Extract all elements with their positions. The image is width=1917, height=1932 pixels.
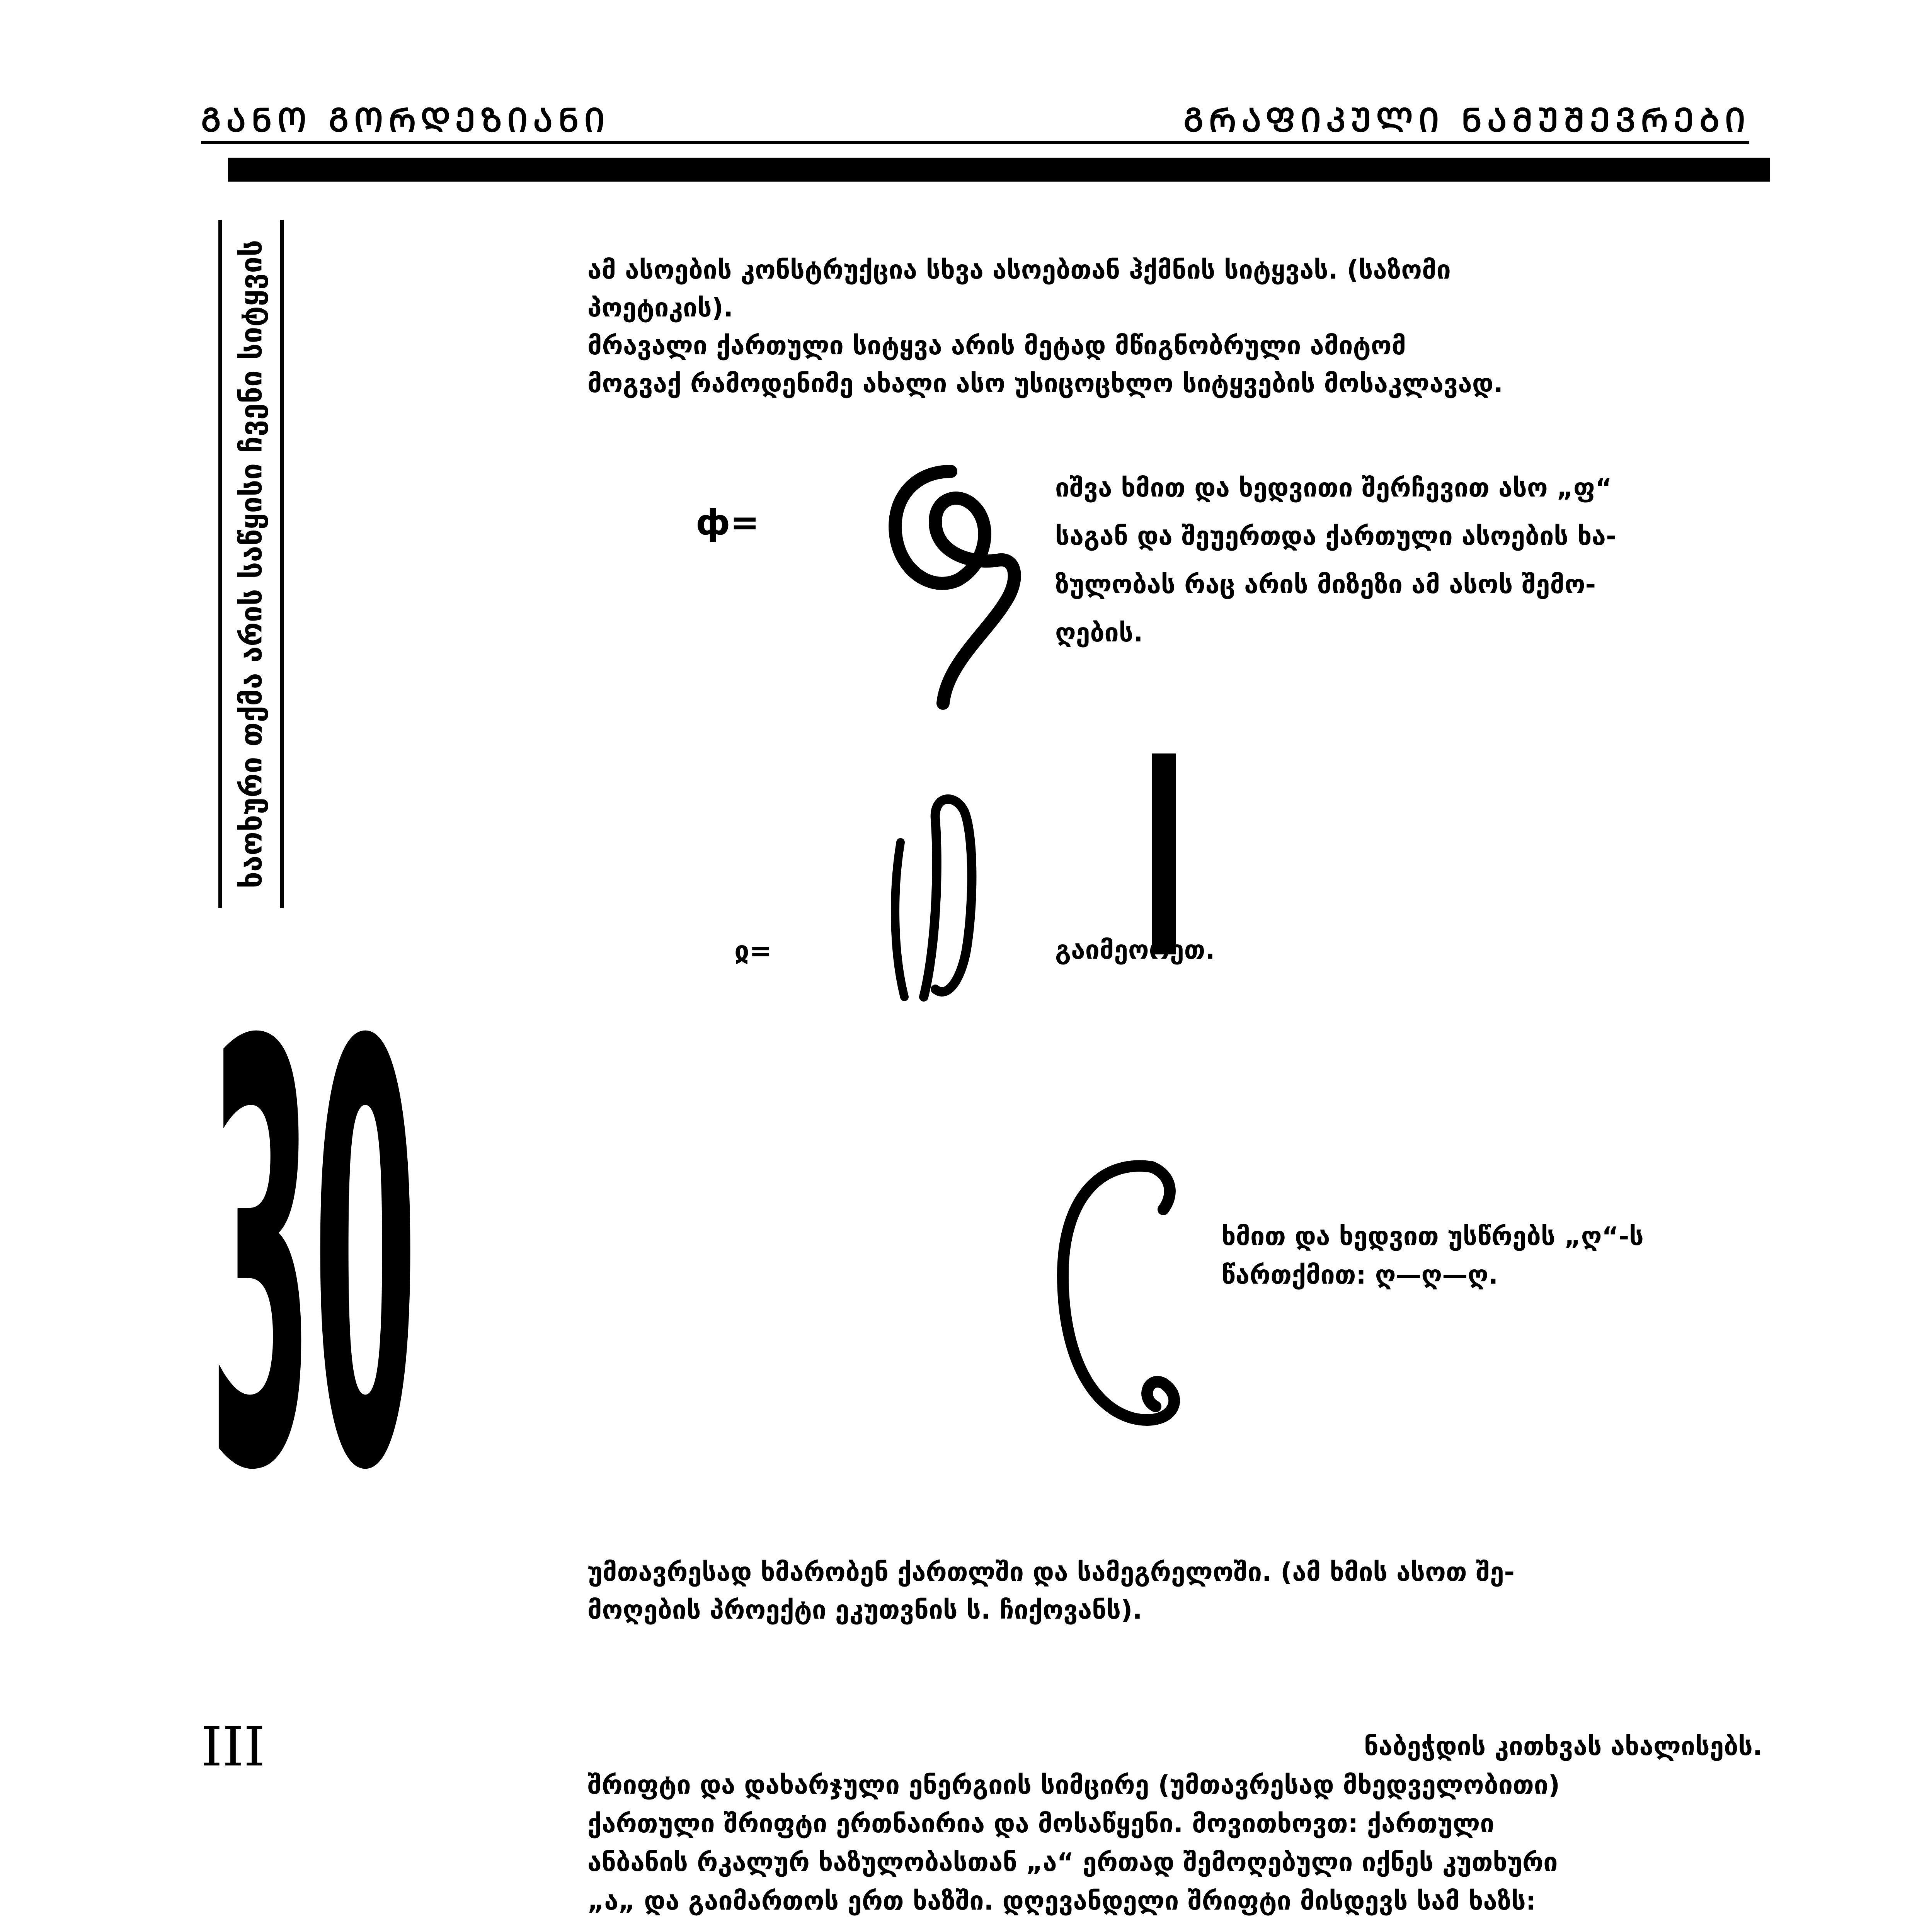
new-letter-third-glyph (1047, 1151, 1210, 1437)
intro-paragraph (587, 251, 1755, 403)
ph-desc-line: ზულობას რაც არის მიზეზი ამ ასოს შემო- (1055, 570, 1596, 599)
middle-note-line: უმთავრესად ხმარობენ ქართლში და სამეგრელოში. (ამ ხმის ასოთ შე- (587, 1557, 1515, 1587)
intro-line: პოეტიკის). (587, 293, 733, 323)
section3-paragraph (587, 1727, 1762, 1920)
running-header-left: ᲒᲐᲜᲝ ᲒᲝᲠᲓᲔᲖᲘᲐᲜᲘ (201, 101, 610, 139)
header-rule-thick (228, 158, 1770, 182)
running-header-right: ᲒᲠᲐᲤᲘᲙᲣᲚᲘ ᲜᲐᲛᲣᲨᲔᲕᲠᲔᲑᲘ (1183, 101, 1751, 139)
intro-line: ამ ასოების კონსტრუქცია სხვა ასოებთან ჰქმნის სიტყვას. (საზომი (587, 255, 1451, 285)
section3-title: ნაბეჭდის კითხვას ახალისებს. (1364, 1731, 1762, 1761)
middle-note-line: მოღების პროექტი ეკუთვნის ს. ჩიქოვანს). (587, 1595, 1142, 1625)
section3-line: შრიფტი და დახარჯული ენერგიის სიმცირე (უმთავრესად მხედველობითი) (587, 1770, 1560, 1800)
new-letter-ph-glyph (870, 464, 1032, 711)
third-letter-desc (1221, 1217, 1762, 1294)
big-number-text: 30 (209, 947, 417, 1480)
ph-equals-label: ф= (696, 502, 759, 543)
new-letter-second-glyph (877, 788, 993, 1005)
section3-line: ანბანის რკალურ ხაზულობასთან „ა“ ერთად შემოღებული იქნეს კუთხური (587, 1847, 1558, 1877)
middle-note (587, 1553, 1762, 1629)
big-number-30 (205, 947, 421, 1480)
second-letter-label: ჲ= (734, 935, 772, 967)
ph-desc-line: საგან და შეუერთდა ქართული ასოების ხა- (1055, 521, 1617, 551)
ph-desc-line: ღების. (1055, 618, 1143, 648)
third-desc-line: წართქმით: ღ—ღ—ღ. (1221, 1260, 1498, 1290)
section3-line: ქართული შრიფტი ერთნაირია და მოსაწყენი. მოვითხოვთ: ქართული (587, 1809, 1495, 1838)
third-desc-line: ხმით და ხედვით უსწრებს „ღ“-ს (1221, 1221, 1644, 1251)
second-letter-desc: გაიმეორეთ. (1055, 935, 1215, 965)
ph-desc-line: იშვა ხმით და ხედვითი შერჩევით ასო „ფ“ (1055, 473, 1612, 503)
vertical-sidebar-text: ხაოხური თქმა არის საწყისი ჩვენი სიტყვის (234, 240, 269, 889)
vertical-sidebar-box (218, 220, 284, 908)
section-numeral: III (201, 1716, 265, 1779)
header-rule-thin (201, 141, 1749, 144)
vertical-bar-glyph (1152, 753, 1176, 954)
ph-description (1055, 464, 1759, 657)
intro-line: მოგვაქ რამოდენიმე ახალი ასო უსიცოცხლო სიტყვების მოსაკლავად. (587, 369, 1503, 398)
intro-line: მრავალი ქართული სიტყვა არის მეტად მწიგნობრული ამიტომ (587, 331, 1406, 361)
section3-line: „ა„ და გაიმართოს ერთ ხაზში. დღევანდელი შრიფტი მისდევს სამ ხაზს: (587, 1886, 1536, 1916)
